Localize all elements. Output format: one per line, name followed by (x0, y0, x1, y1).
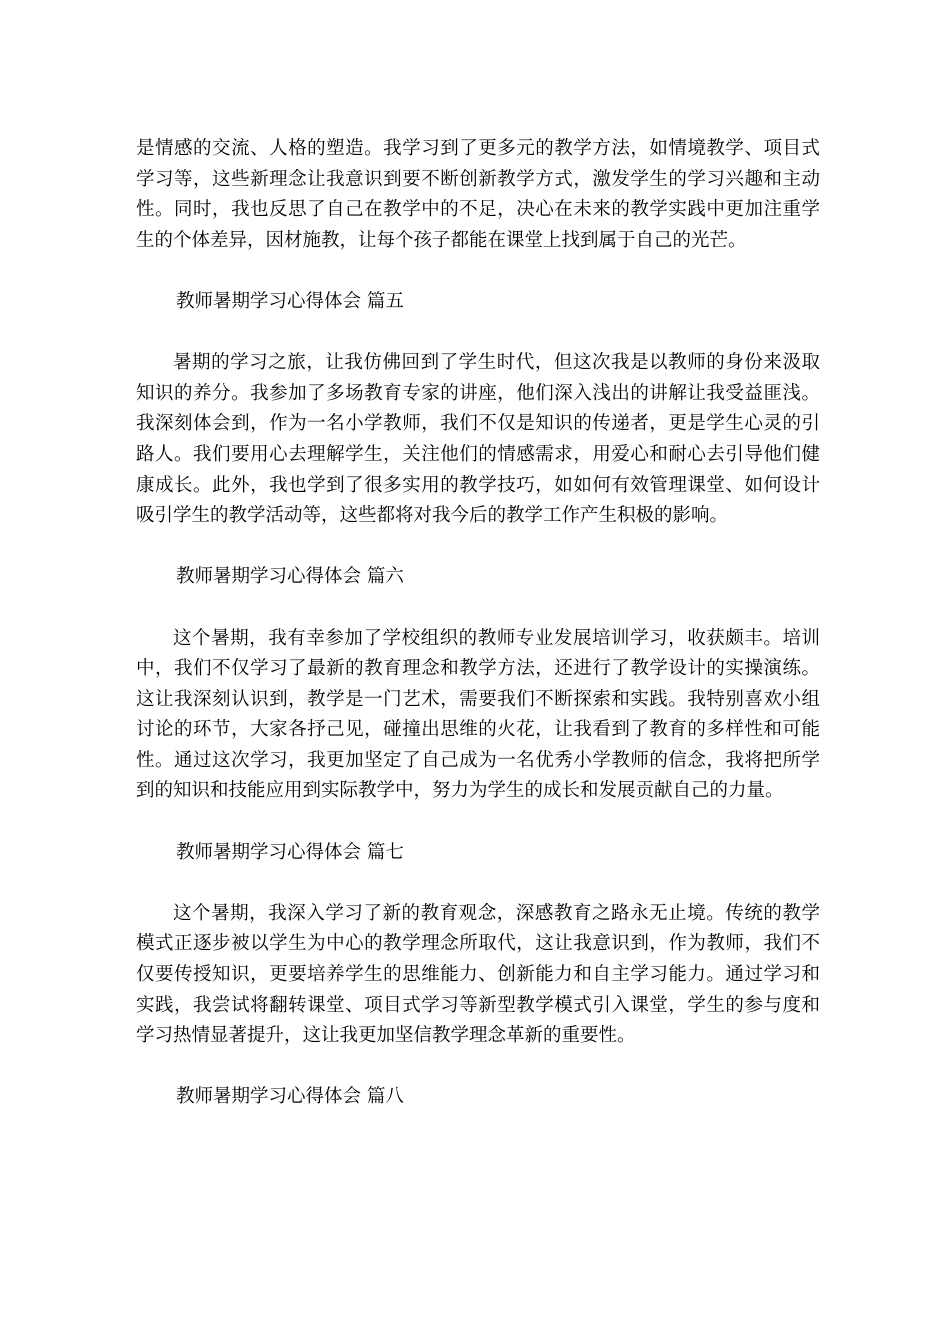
section-heading-8: 教师暑期学习心得体会 篇八 (176, 1086, 404, 1108)
paragraph-section-5: 暑期的学习之旅，让我仿佛回到了学生时代，但这次我是以教师的身份来汲取知识的养分。我参加了多场教育专家的讲座，他们深入浅出的讲解让我受益匪浅。我深刻体会到，作为一名小学教师，我们不仅是知识的传递者，更是学生心灵的引路人。我们要用心去理解学生，关注他们的情感需求，用爱心和耐心去引导他们健康成长。此外，我也学到了很多实用的教学技巧，如如何有效管理课堂、如何设计吸引学生的教学活动等，这些都将对我今后的教学工作产生积极的影响。 (136, 352, 820, 527)
section-heading-5: 教师暑期学习心得体会 篇五 (176, 290, 404, 312)
section-heading-7: 教师暑期学习心得体会 篇七 (176, 841, 404, 863)
paragraph-section-6: 这个暑期，我有幸参加了学校组织的教师专业发展培训学习，收获颇丰。培训中，我们不仅学习了最新的教育理念和教学方法，还进行了教学设计的实操演练。这让我深刻认识到，教学是一门艺术，需要我们不断探索和实践。我特别喜欢小组讨论的环节，大家各抒己见，碰撞出思维的火花，让我看到了教育的多样性和可能性。通过这次学习，我更加坚定了自己成为一名优秀小学教师的信念，我将把所学到的知识和技能应用到实际教学中，努力为学生的成长和发展贡献自己的力量。 (136, 627, 820, 802)
document-body (136, 134, 820, 1113)
paragraph-section-7: 这个暑期，我深入学习了新的教育观念，深感教育之路永无止境。传统的教学模式正逐步被以学生为中心的教学理念所取代，这让我意识到，作为教师，我们不仅要传授知识，更要培养学生的思维能力、创新能力和自主学习能力。通过学习和实践，我尝试将翻转课堂、项目式学习等新型教学模式引入课堂，学生的参与度和学习热情显著提升，这让我更加坚信教学理念革新的重要性。 (136, 902, 820, 1047)
section-heading-6: 教师暑期学习心得体会 篇六 (176, 566, 404, 588)
paragraph-continued: 是情感的交流、人格的塑造。我学习到了更多元的教学方法，如情境教学、项目式学习等，这些新理念让我意识到要不断创新教学方式，激发学生的学习兴趣和主动性。同时，我也反思了自己在教学中的不足，决心在未来的教学实践中更加注重学生的个体差异，因材施教，让每个孩子都能在课堂上找到属于自己的光芒。 (136, 138, 820, 251)
